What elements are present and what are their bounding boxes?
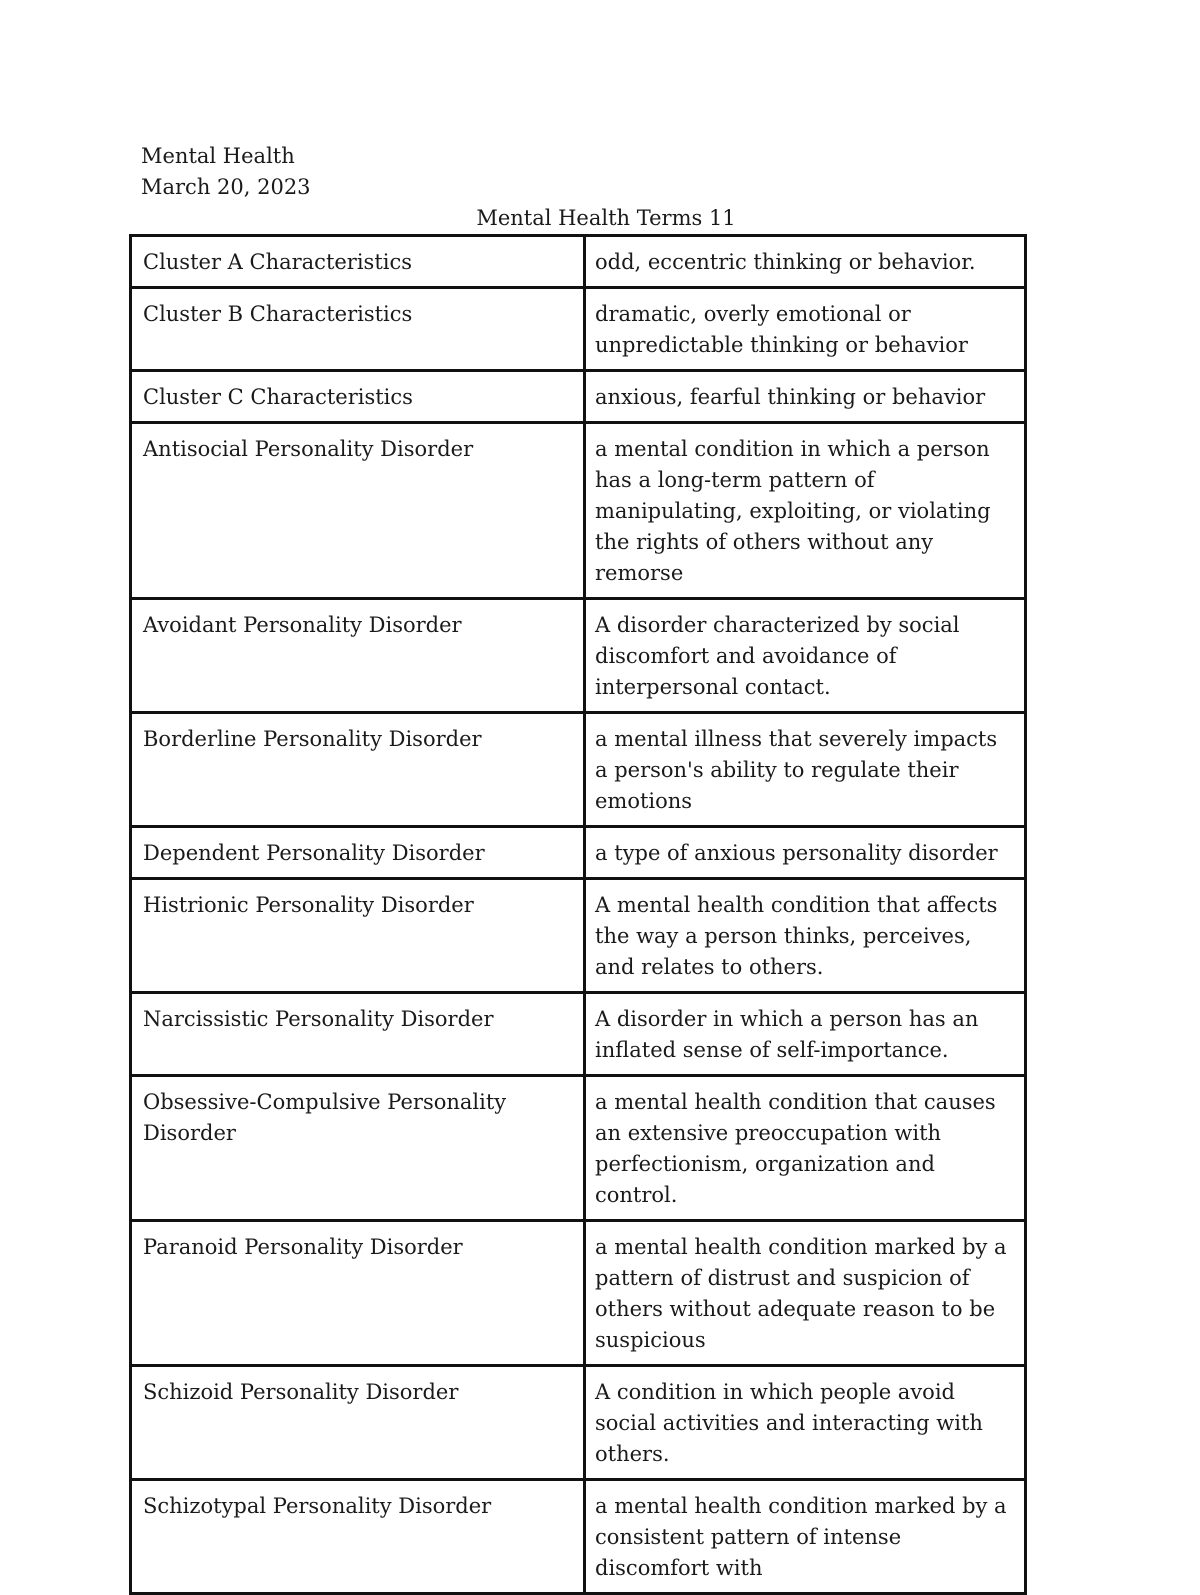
document-title: Mental Health Terms 11 [476, 206, 736, 230]
definition-cell: A disorder characterized by social discomfort and avoidance of interpersonal contact. [585, 599, 1026, 713]
definition-cell: a mental condition in which a person has a long-term pattern of manipulating, exploiting, or violating the rights of others without any remorse [585, 423, 1026, 599]
definition-cell: dramatic, overly emotional or unpredictable thinking or behavior [585, 288, 1026, 371]
definition-cell: a mental health condition marked by a pattern of distrust and suspicion of others without adequate reason to be suspicious [585, 1221, 1026, 1366]
table-row [131, 1366, 1026, 1480]
term-cell: Obsessive-Compulsive Personality Disorder [131, 1076, 585, 1221]
term-cell: Histrionic Personality Disorder [131, 879, 585, 993]
subject-line: Mental Health [141, 144, 295, 168]
term-cell: Borderline Personality Disorder [131, 713, 585, 827]
table-row [131, 1076, 1026, 1221]
date-line: March 20, 2023 [141, 175, 311, 199]
term-cell: Avoidant Personality Disorder [131, 599, 585, 713]
definition-cell: odd, eccentric thinking or behavior. [585, 236, 1026, 288]
table-row [131, 1221, 1026, 1366]
table-row [131, 1480, 1026, 1594]
terms-table [129, 234, 1027, 1595]
term-cell: Cluster C Characteristics [131, 371, 585, 423]
definition-cell: a mental health condition that causes an extensive preoccupation with perfectionism, organization and control. [585, 1076, 1026, 1221]
table-row [131, 879, 1026, 993]
term-cell: Schizoid Personality Disorder [131, 1366, 585, 1480]
definition-cell: A disorder in which a person has an inflated sense of self-importance. [585, 993, 1026, 1076]
definition-cell: a mental illness that severely impacts a person's ability to regulate their emotions [585, 713, 1026, 827]
definition-cell: A mental health condition that affects the way a person thinks, perceives, and relates to others. [585, 879, 1026, 993]
table-row [131, 827, 1026, 879]
table-row [131, 288, 1026, 371]
table-row [131, 993, 1026, 1076]
definition-cell: a mental health condition marked by a consistent pattern of intense discomfort with [585, 1480, 1026, 1594]
term-cell: Dependent Personality Disorder [131, 827, 585, 879]
term-cell: Cluster B Characteristics [131, 288, 585, 371]
table-row [131, 713, 1026, 827]
term-cell: Schizotypal Personality Disorder [131, 1480, 585, 1594]
table-row [131, 371, 1026, 423]
table-row [131, 423, 1026, 599]
table-row [131, 599, 1026, 713]
definition-cell: A condition in which people avoid social activities and interacting with others. [585, 1366, 1026, 1480]
term-cell: Paranoid Personality Disorder [131, 1221, 585, 1366]
definition-cell: a type of anxious personality disorder [585, 827, 1026, 879]
term-cell: Narcissistic Personality Disorder [131, 993, 585, 1076]
definition-cell: anxious, fearful thinking or behavior [585, 371, 1026, 423]
term-cell: Cluster A Characteristics [131, 236, 585, 288]
document-header [141, 141, 311, 203]
term-cell: Antisocial Personality Disorder [131, 423, 585, 599]
table-row [131, 236, 1026, 288]
